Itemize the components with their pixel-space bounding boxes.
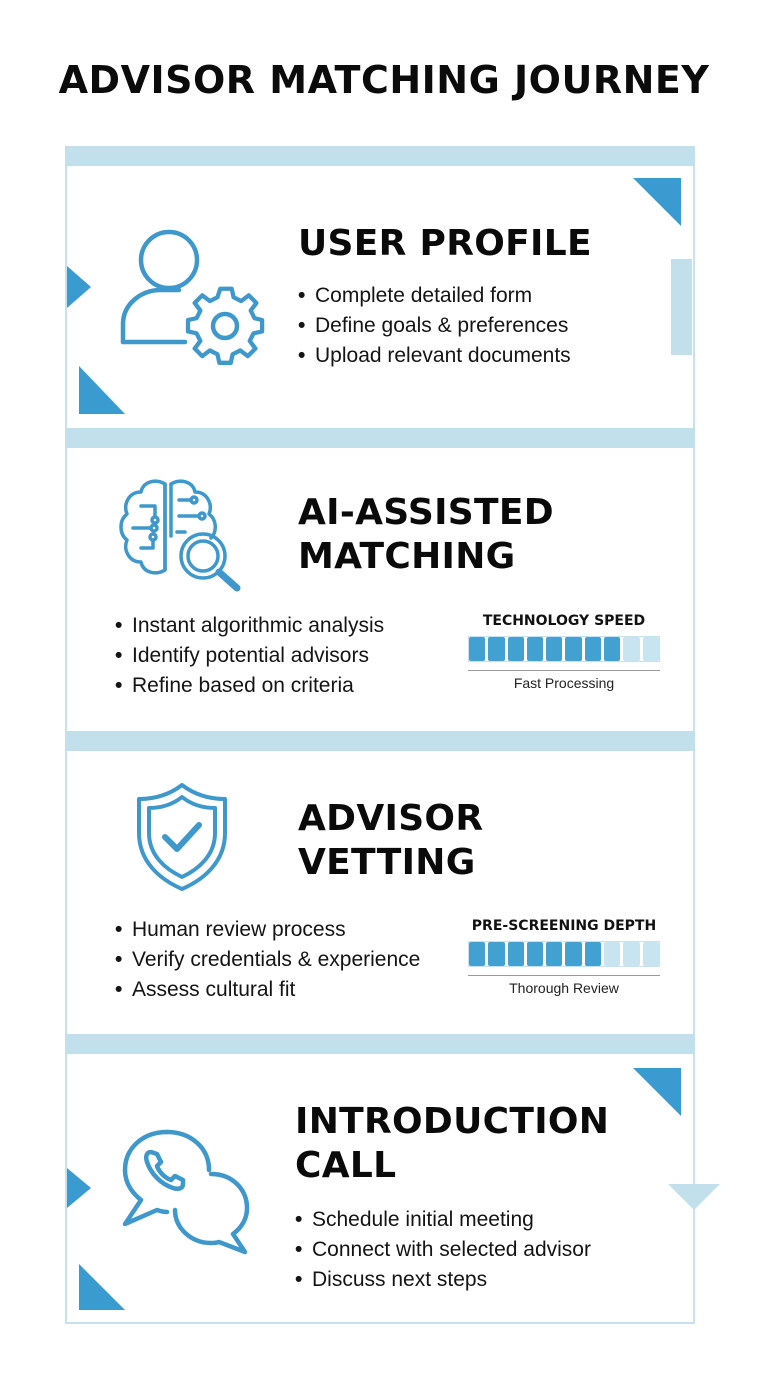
bullet-item: • Assess cultural fit [115, 975, 420, 1005]
meter-bar [468, 636, 660, 662]
step-bullets [115, 611, 384, 701]
divider-band-top [65, 146, 695, 166]
meter-segment-filled [604, 637, 620, 661]
meter-caption: Fast Processing [468, 670, 660, 691]
corner-triangle-icon [633, 178, 681, 226]
meter-segment-filled [508, 637, 524, 661]
meter-segment-filled [469, 637, 485, 661]
meter-segment-filled [508, 942, 524, 966]
corner-triangle-icon [633, 1068, 681, 1116]
divider-band-2 [65, 731, 695, 751]
step-card-ai-matching [67, 448, 693, 731]
shield-check-icon [135, 781, 229, 893]
meter-segment-filled [565, 637, 581, 661]
bullet-item: • Discuss next steps [295, 1265, 591, 1295]
meter-segment-filled [488, 942, 504, 966]
step-card-advisor-vetting [67, 751, 693, 1034]
bullet-item: • Identify potential advisors [115, 641, 384, 671]
meter-segment-filled [488, 637, 504, 661]
meter-title: PRE-SCREENING DEPTH [471, 918, 657, 934]
step-bullets [115, 915, 420, 1005]
meter-segment-empty [623, 942, 639, 966]
side-tab [671, 259, 692, 355]
meter-bar [468, 941, 660, 967]
bullet-item: • Human review process [115, 915, 420, 945]
step-heading-line: AI-ASSISTED [298, 492, 554, 533]
bullet-item: • Refine based on criteria [115, 671, 384, 701]
user-gear-icon [119, 228, 267, 368]
meter-segment-filled [585, 637, 601, 661]
corner-triangle-icon [79, 366, 125, 414]
step-heading [295, 1100, 609, 1188]
meter-caption: Thorough Review [468, 975, 660, 996]
step-heading-line: MATCHING [298, 536, 516, 577]
step-heading-line: USER PROFILE [298, 223, 592, 264]
divider-band-1 [65, 428, 695, 448]
bullet-item: • Define goals & preferences [298, 311, 571, 341]
meter-segment-empty [643, 942, 659, 966]
bullet-item: • Instant algorithmic analysis [115, 611, 384, 641]
step-card-introduction-call [67, 1054, 693, 1322]
step-bullets [298, 281, 571, 371]
pre-screening-depth-meter [468, 918, 660, 996]
meter-segment-filled [527, 637, 543, 661]
meter-segment-filled [469, 942, 485, 966]
brain-magnifier-icon [119, 476, 245, 594]
step-heading [298, 491, 554, 579]
step-heading [298, 797, 483, 885]
step-card-user-profile [67, 166, 693, 428]
step-heading-line: ADVISOR [298, 798, 484, 839]
divider-band-3 [65, 1034, 695, 1054]
bullet-item: • Schedule initial meeting [295, 1205, 591, 1235]
meter-segment-filled [527, 942, 543, 966]
step-heading-line: INTRODUCTION [295, 1101, 610, 1142]
meter-segment-filled [546, 637, 562, 661]
step-heading [298, 222, 592, 266]
meter-segment-empty [604, 942, 620, 966]
bullet-item: • Upload relevant documents [298, 341, 571, 371]
technology-speed-meter [468, 613, 660, 691]
bullet-item: • Verify credentials & experience [115, 945, 420, 975]
meter-segment-filled [565, 942, 581, 966]
meter-segment-filled [546, 942, 562, 966]
meter-segment-empty [643, 637, 659, 661]
corner-triangle-icon [79, 1264, 125, 1310]
bullet-item: • Complete detailed form [298, 281, 571, 311]
phone-chat-icon [119, 1128, 253, 1258]
meter-segment-filled [585, 942, 601, 966]
step-heading-line: VETTING [298, 842, 476, 883]
bullet-item: • Connect with selected advisor [295, 1235, 591, 1265]
page-title: ADVISOR MATCHING JOURNEY [58, 58, 710, 102]
step-heading-line: CALL [295, 1145, 397, 1186]
side-arrow-icon [67, 1168, 91, 1208]
meter-segment-empty [623, 637, 639, 661]
side-arrow-icon [67, 266, 91, 308]
meter-title: TECHNOLOGY SPEED [482, 613, 646, 629]
step-bullets [295, 1205, 591, 1295]
down-arrow-icon [668, 1184, 720, 1210]
